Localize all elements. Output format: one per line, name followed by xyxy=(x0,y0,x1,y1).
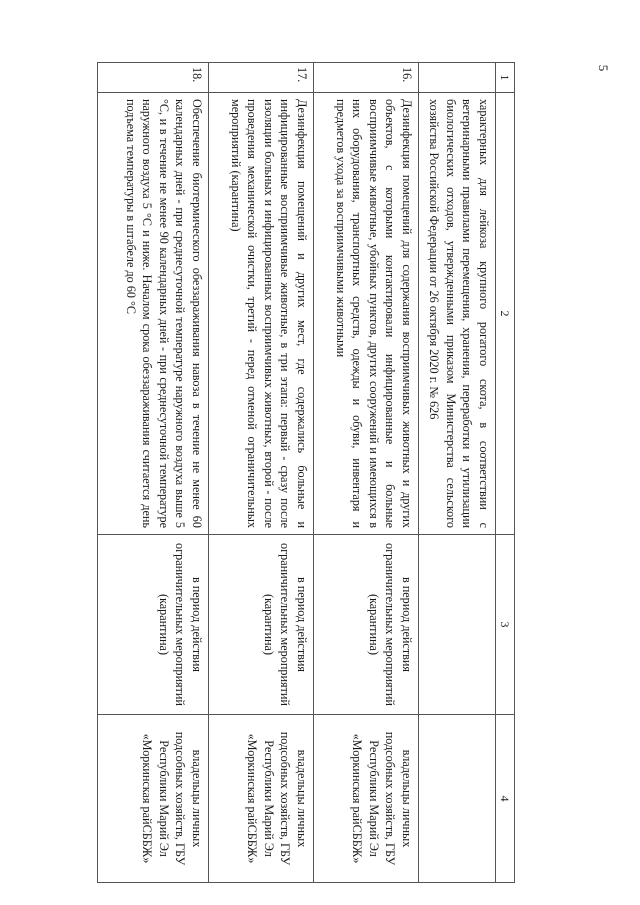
table-row xyxy=(418,63,495,883)
row-description: Дезинфекция помещений для содержания восприимчивых животных и других объектов, с которыми контактировали инфицированные и больные восприимчивые животные, убойных пунктов, других сооружений и имеющихся в них оборудования, транспортных средств, одежды и обуви, инвентаря и предметов ухода за восприимчивыми животными xyxy=(313,93,418,535)
row-number: 18. xyxy=(97,63,208,93)
row-period: в период действия ограничительных мероприятий (карантина) xyxy=(208,535,313,715)
row-responsible: владельцы личных подсобных хозяйств, ГБУ Республики Марий Эл «Моркинская райСББЖ» xyxy=(97,715,208,883)
measures-table xyxy=(97,62,515,883)
row-description: характерных для лейкоза крупного рогатого скота, в соответствии с ветеринарными правилами перемещения, хранения, переработки и утилизации биологических отходов, утвержденными приказом Министерства сельского хозяйства Российской Федерации от 26 октября 2020 г. № 626 xyxy=(418,93,495,535)
rotated-table-wrapper xyxy=(105,62,515,882)
row-period: в период действия ограничительных мероприятий (карантина) xyxy=(97,535,208,715)
table-row xyxy=(313,63,418,883)
table-row xyxy=(97,63,208,883)
row-period xyxy=(418,535,495,715)
row-responsible xyxy=(418,715,495,883)
column-header-1: 1 xyxy=(495,63,514,93)
column-header-4: 4 xyxy=(495,715,514,883)
table-header-row xyxy=(495,63,514,883)
column-header-3: 3 xyxy=(495,535,514,715)
table-row xyxy=(208,63,313,883)
column-header-2: 2 xyxy=(495,93,514,535)
row-description: Обеспечение биотермического обеззараживания навоза в течение не менее 60 календарных дней - при среднесуточной температуре наружного воздуха выше 5 °С, и в течение не менее 90 календарных дней - при среднесуточной температуре наружного воздуха 5 °С и ниже. Началом срока обеззараживания считается день подъема температуры в штабеле до 60 °С xyxy=(97,93,208,535)
row-number: 17. xyxy=(208,63,313,93)
row-responsible: владельцы личных подсобных хозяйств, ГБУ Республики Марий Эл «Моркинская райСББЖ» xyxy=(208,715,313,883)
row-period: в период действия ограничительных мероприятий (карантина) xyxy=(313,535,418,715)
page-number: 5 xyxy=(596,64,611,72)
row-number xyxy=(418,63,495,93)
row-description: Дезинфекция помещений и других мест, где содержались больные и инфицированные восприимчивые животные, в три этапа: первый - сразу после изоляции больных и инфицированных восприимчивых животных, второй - после проведения механической очистки, третий - перед отменой ограничительных мероприятий (карантина) xyxy=(208,93,313,535)
row-responsible: владельцы личных подсобных хозяйств, ГБУ Республики Марий Эл «Моркинская райСББЖ» xyxy=(313,715,418,883)
row-number: 16. xyxy=(313,63,418,93)
